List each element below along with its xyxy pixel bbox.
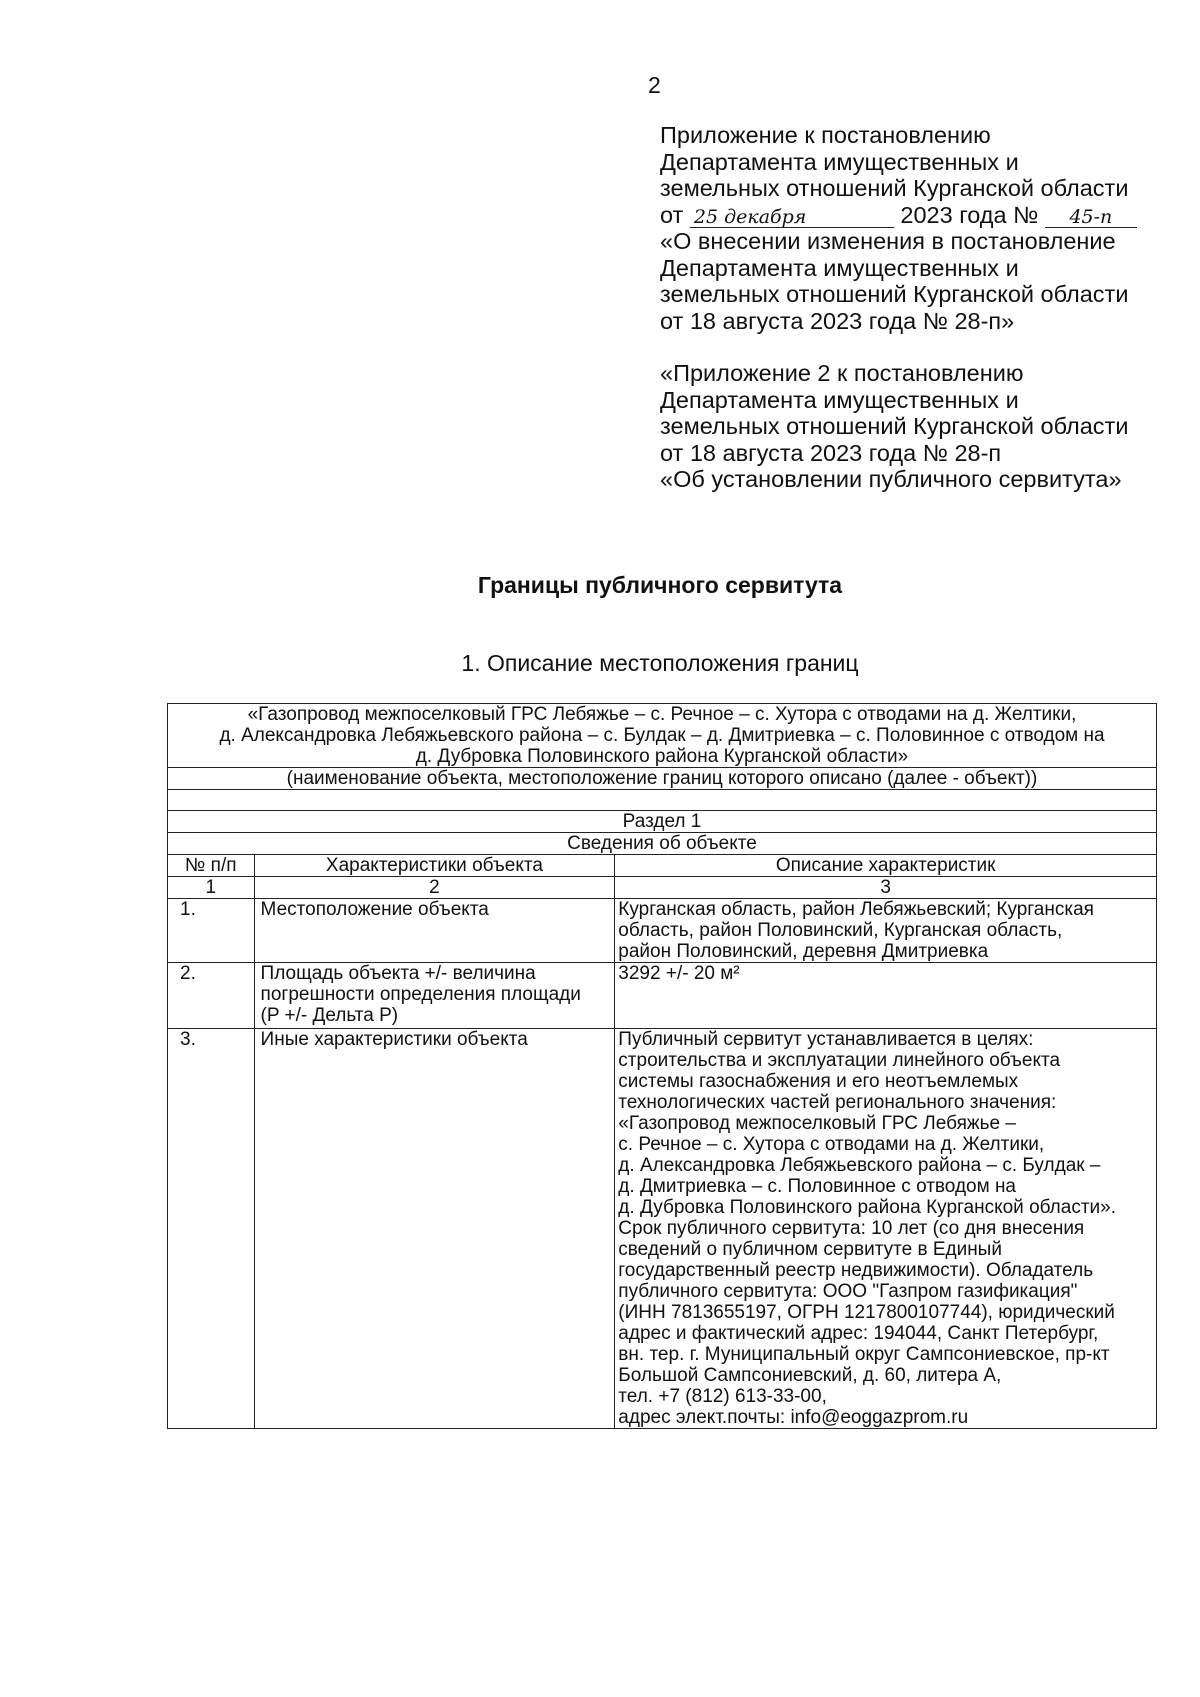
- cell-line: тел. +7 (812) 613-33-00,: [618, 1386, 827, 1407]
- appendix-header: [660, 122, 1180, 493]
- row-description: [615, 963, 1157, 1029]
- appendix2-line: Департамента имущественных и: [660, 386, 1019, 413]
- cell-line: «Газопровод межпоселковый ГРС Лебяжье –: [618, 1113, 1016, 1134]
- spacer-row: [168, 790, 1157, 811]
- object-name-caption: (наименование объекта, местоположение границ которого описано (далее - объект)): [168, 768, 1157, 790]
- row-number: 2.: [168, 963, 255, 1029]
- section-row: [168, 811, 1157, 833]
- appendix-line: земельных отношений Курганской области: [660, 281, 1129, 307]
- cell-line: Курганская область, район Лебяжьевский; Курганская: [618, 899, 1094, 920]
- object-name-line: «Газопровод межпоселковый ГРС Лебяжье – с. Речное – с. Хутора с отводами на д. Желтики,: [247, 704, 1077, 725]
- cell-line: (ИНН 7813655197, ОГРН 1217800107744), юридический: [618, 1302, 1115, 1323]
- cell-line: с. Речное – с. Хутора с отводами на д. Желтики,: [618, 1134, 1045, 1155]
- cell-line: адрес и фактический адрес: 194044, Санкт Петербург,: [618, 1323, 1099, 1344]
- spacer-cell: [168, 790, 1157, 811]
- object-name-line: д. Дубровка Половинского района Курганской области»: [415, 746, 909, 767]
- cell-line: системы газоснабжения и его неотъемлемых: [618, 1071, 1019, 1092]
- appendix-line: от 18 августа 2023 года № 28-п»: [660, 307, 1015, 334]
- object-name-row: [168, 704, 1157, 768]
- table-row: [168, 963, 1157, 1029]
- cell-line: д. Александровка Лебяжьевского района – с. Булдак –: [618, 1155, 1101, 1176]
- cell-line: (P +/- Дельта P): [260, 1005, 399, 1026]
- cell-line: технологических частей регионального значения:: [618, 1092, 1057, 1113]
- handwritten-date: 25 декабря: [690, 207, 894, 228]
- cell-line: д. Дмитриевка – с. Половинное с отводом на: [618, 1176, 1016, 1197]
- cell-line: адрес элект.почты: info@eoggazprom.ru: [618, 1407, 969, 1428]
- row-characteristic: [254, 963, 615, 1029]
- row-characteristic: [254, 899, 615, 963]
- appendix2-line: от 18 августа 2023 года № 28-п: [660, 439, 1002, 466]
- cell-line: вн. тер. г. Муниципальный округ Сампсониевское, пр-кт: [618, 1344, 1110, 1365]
- row-number: 1.: [168, 899, 255, 963]
- cell-line: сведений о публичном сервитуте в Единый: [618, 1239, 1002, 1260]
- appendix-line: Департамента имущественных и: [660, 254, 1019, 281]
- cell-line: строительства и эксплуатации линейного объекта: [618, 1050, 1061, 1071]
- cell-line: Большой Сампсониевский, д. 60, литера А,: [618, 1365, 1002, 1386]
- cell-line: Площадь объекта +/- величина: [260, 963, 536, 984]
- appendix2-line: земельных отношений Курганской области: [660, 413, 1129, 439]
- section-title: Сведения об объекте: [168, 833, 1157, 855]
- cell-line: Местоположение объекта: [260, 899, 489, 920]
- cell-line: д. Дубровка Половинского района Курганской области».: [618, 1197, 1116, 1218]
- header-description: Описание характеристик: [615, 855, 1157, 877]
- section-subtitle: 1. Описание местоположения границ: [461, 650, 859, 676]
- appendix-line: «О внесении изменения в постановление: [660, 228, 1116, 254]
- table-row: [168, 1029, 1157, 1429]
- cell-line: область, район Половинский, Курганская область,: [618, 920, 1063, 941]
- object-info-table: [167, 703, 1157, 1429]
- object-name-caption-row: [168, 768, 1157, 790]
- cell-line: Срок публичного сервитута: 10 лет (со дня внесения: [618, 1218, 1085, 1239]
- appendix-line: Приложение к постановлению: [660, 122, 991, 148]
- cell-line: Иные характеристики объекта: [260, 1029, 528, 1050]
- col-number: 3: [615, 877, 1157, 899]
- cell-line: 3292 +/- 20 м²: [618, 963, 740, 984]
- handwritten-number: 45-п: [1045, 207, 1137, 228]
- row-description: [615, 1029, 1157, 1429]
- col-number: 1: [168, 877, 255, 899]
- table-row: [168, 899, 1157, 963]
- object-name-cell: [168, 704, 1157, 768]
- cell-line: Публичный сервитут устанавливается в целях:: [618, 1029, 1034, 1050]
- date-prefix: от: [660, 201, 684, 228]
- header-number: № п/п: [168, 855, 255, 877]
- row-description: [615, 899, 1157, 963]
- object-name-line: д. Александровка Лебяжьевского района – с. Булдак – д. Дмитриевка – с. Половинное с отводом на: [219, 725, 1105, 746]
- appendix-date-line: [660, 202, 1180, 229]
- row-characteristic: [254, 1029, 615, 1429]
- cell-line: публичного сервитута: ООО "Газпром газификация": [618, 1281, 1078, 1302]
- appendix2-line: «Об установлении публичного сервитута»: [660, 466, 1122, 492]
- section-label: Раздел 1: [168, 811, 1157, 833]
- appendix-line: земельных отношений Курганской области: [660, 175, 1129, 201]
- date-year: 2023 года №: [900, 201, 1039, 228]
- column-numbers-row: [168, 877, 1157, 899]
- row-number: 3.: [168, 1029, 255, 1429]
- document-title: Границы публичного сервитута: [477, 572, 843, 598]
- header-row: [168, 855, 1157, 877]
- section-title-row: [168, 833, 1157, 855]
- appendix2-line: «Приложение 2 к постановлению: [660, 360, 1024, 386]
- header-characteristic: Характеристики объекта: [254, 855, 615, 877]
- cell-line: погрешности определения площади: [260, 984, 581, 1005]
- appendix-line: Департамента имущественных и: [660, 148, 1019, 175]
- page-number: 2: [648, 72, 661, 98]
- cell-line: район Половинский, деревня Дмитриевка: [618, 941, 989, 962]
- cell-line: государственный реестр недвижимости). Обладатель: [618, 1260, 1094, 1281]
- col-number: 2: [254, 877, 615, 899]
